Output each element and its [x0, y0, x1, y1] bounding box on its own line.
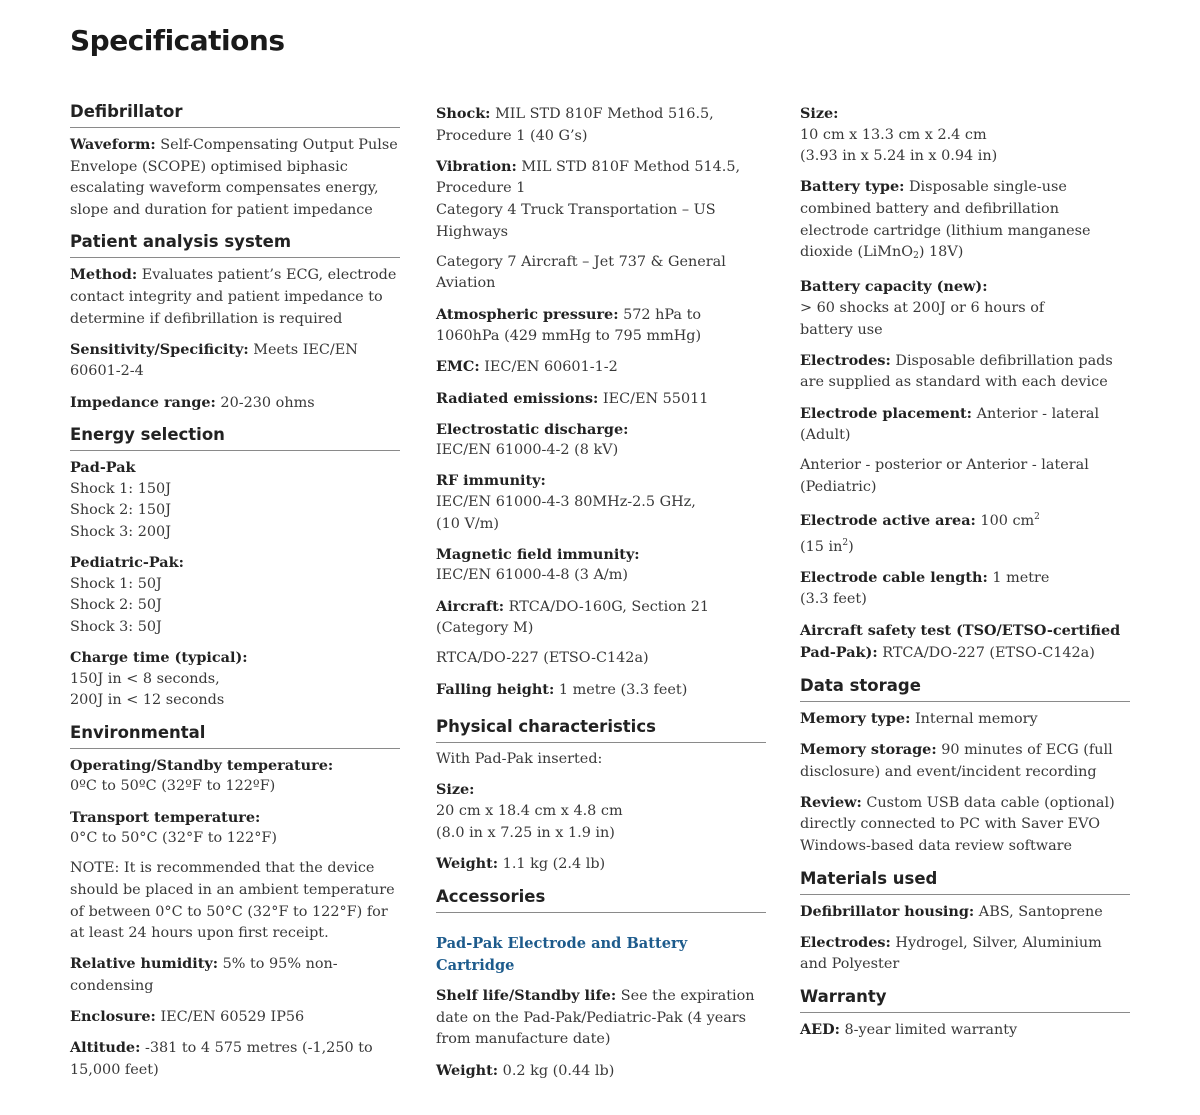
spec-value: Anterior - lateral (Adult): [800, 405, 1100, 444]
spec-value: Hydrogel, Silver, Aluminium and Polyester: [800, 934, 1102, 973]
spec-pediatric-energy: [70, 552, 400, 638]
section-heading-warranty: Warranty: [800, 985, 1130, 1013]
spec-label: Vibration:: [436, 157, 517, 175]
spec-with-padpak: With Pad-Pak inserted:: [436, 751, 603, 768]
page-title: Specifications: [70, 24, 285, 57]
spec-aircraft: [436, 596, 766, 640]
spec-label: Shock:: [436, 105, 491, 122]
spec-radiated-emissions: [436, 388, 766, 411]
spec-value: 100 cm: [975, 513, 1035, 530]
spec-line: IEC/EN 61000-4-3 80MHz-2.5 GHz,: [436, 494, 696, 511]
spec-battery-type: [800, 176, 1130, 267]
spec-battery-capacity: [800, 276, 1130, 341]
spec-electrode-placement-pediatric: Anterior - posterior or Anterior - lateral (Pediatric): [800, 457, 1089, 495]
spec-housing: [800, 901, 1130, 924]
spec-value: Disposable single-use combined battery and defibrillation electrode cartridge (lithium manganese dioxide (LiMnO: [800, 179, 1091, 261]
spec-line: 200J in < 12 seconds: [70, 692, 225, 709]
spec-value: 1 metre: [987, 569, 1050, 586]
spec-line: battery use: [800, 321, 883, 338]
spec-line: 10 cm x 13.3 cm x 2.4 cm: [800, 126, 987, 143]
spec-transport-temp: [70, 807, 400, 850]
spec-subscript: 2: [913, 251, 919, 262]
spec-value: RTCA/DO-160G, Section 21 (Category M): [436, 598, 710, 637]
spec-value: MIL STD 810F Method 514.5, Procedure 1: [436, 158, 741, 197]
spec-label: Sensitivity/Specificity:: [70, 340, 249, 358]
spec-label: Impedance range:: [70, 393, 216, 411]
spec-memory-type: [800, 708, 1130, 731]
spec-electrostatic: [436, 419, 766, 462]
spec-label: Electrostatic discharge:: [436, 420, 629, 438]
spec-value: IEC/EN 61000-4-2 (8 kV): [436, 442, 619, 459]
spec-label: Electrode active area:: [800, 512, 976, 530]
spec-label: Shelf life/Standby life:: [436, 987, 617, 1005]
spec-value: 8-year limited warranty: [839, 1021, 1018, 1038]
spec-line: Category 4 Truck Transportation – US Highways: [436, 201, 716, 240]
spec-value: 1 metre (3.3 feet): [554, 681, 688, 698]
spec-label: EMC:: [436, 358, 480, 376]
spec-electrode-placement: [800, 403, 1130, 447]
spec-label: Pediatric-Pak:: [70, 554, 184, 572]
spec-value: 90 minutes of ECG (full disclosure) and event/incident recording: [800, 742, 1113, 780]
spec-label: AED:: [800, 1020, 840, 1038]
spec-label: Transport temperature:: [70, 808, 261, 826]
spec-superscript: 2: [842, 537, 849, 548]
spec-aed-warranty: [800, 1019, 1130, 1042]
spec-label: Weight:: [436, 1061, 499, 1079]
spec-note: NOTE: It is recommended that the device should be placed in an ambient temperature of between 0°C to 50°C (32°F to 122°F) for at least 24 hours upon first receipt.: [70, 860, 395, 942]
spec-line: (10 V/m): [436, 515, 500, 532]
spec-electrode-materials: [800, 932, 1130, 976]
spec-value: ABS, Santoprene: [974, 903, 1103, 920]
spec-value: Internal memory: [910, 710, 1038, 727]
spec-shelf-life: [436, 985, 766, 1051]
spec-label: Falling height:: [436, 680, 555, 698]
column-3: [800, 100, 1130, 1050]
spec-label: Memory type:: [800, 709, 911, 727]
spec-label: Pad-Pak: [70, 459, 136, 477]
spec-cable-length: [800, 567, 1130, 611]
section-heading-environmental: Environmental: [70, 721, 400, 749]
spec-value: IEC/EN 60529 IP56: [155, 1009, 305, 1026]
spec-method: [70, 264, 400, 330]
spec-charge-time: [70, 647, 400, 712]
section-heading-materials: Materials used: [800, 867, 1130, 895]
spec-label: Defibrillator housing:: [800, 902, 975, 920]
spec-padpak-energy: [70, 457, 400, 543]
section-heading-patient-analysis: Patient analysis system: [70, 230, 400, 258]
spec-line: (3.3 feet): [800, 591, 867, 608]
spec-device-size: [800, 103, 1130, 168]
spec-atmospheric-pressure: [436, 304, 766, 348]
spec-value: See the expiration date on the Pad-Pak/Pediatric-Pak (4 years from manufacture date): [436, 988, 755, 1048]
spec-line: Shock 1: 50J: [70, 575, 162, 592]
spec-value: 20-230 ohms: [215, 394, 315, 411]
spec-line: Shock 2: 150J: [70, 502, 171, 519]
section-heading-accessories: Accessories: [436, 885, 766, 913]
spec-line: Shock 1: 150J: [70, 480, 171, 497]
spec-enclosure: [70, 1006, 400, 1029]
spec-magnetic-immunity: [436, 544, 766, 587]
spec-label: Operating/Standby temperature:: [70, 756, 334, 774]
spec-label: Weight:: [436, 854, 499, 872]
spec-value: Custom USB data cable (optional) directly connected to PC with Saver EVO Windows-based data review software: [800, 794, 1115, 854]
spec-line: 150J in < 8 seconds,: [70, 670, 220, 687]
spec-line: (8.0 in x 7.25 in x 1.9 in): [436, 824, 615, 841]
spec-label: Magnetic field immunity:: [436, 545, 640, 563]
spec-review: [800, 792, 1130, 858]
spec-shock: [436, 103, 766, 147]
spec-line: Shock 2: 50J: [70, 597, 162, 614]
spec-accessory-weight: [436, 1060, 766, 1083]
spec-line: (3.93 in x 5.24 in x 0.94 in): [800, 148, 998, 165]
spec-electrodes: [800, 350, 1130, 394]
spec-label: Radiated emissions:: [436, 389, 599, 407]
spec-size: [436, 779, 766, 844]
spec-label: Charge time (typical):: [70, 649, 248, 667]
spec-label: Aircraft safety test (TSO/ETSO-certified Pad-Pak):: [800, 621, 1121, 662]
spec-label: Waveform:: [70, 136, 156, 153]
spec-label: Size:: [436, 781, 475, 799]
spec-value: 1.1 kg (2.4 lb): [498, 855, 606, 872]
spec-vibration: [436, 156, 766, 243]
spec-value: MIL STD 810F Method 516.5, Procedure 1 (40 G’s): [436, 106, 714, 144]
spec-value: 572 hPa to 1060hPa (429 mmHg to 795 mmHg): [436, 306, 702, 345]
spec-rf-immunity: [436, 470, 766, 535]
spec-value: IEC/EN 60601-1-2: [479, 359, 618, 376]
spec-superscript: 2: [1034, 512, 1040, 523]
spec-label: Enclosure:: [70, 1008, 156, 1026]
spec-value: 0.2 kg (0.44 lb): [498, 1062, 615, 1079]
spec-label: Electrodes:: [800, 351, 891, 369]
spec-value: IEC/EN 61000-4-8 (3 A/m): [436, 567, 628, 584]
spec-aircraft-rtca: RTCA/DO-227 (ETSO-C142a): [436, 650, 649, 667]
spec-value: RTCA/DO-227 (ETSO-C142a): [877, 645, 1095, 662]
spec-electrode-area: [800, 507, 1130, 558]
spec-humidity: [70, 953, 400, 997]
spec-value-end: ) 18V): [918, 244, 964, 261]
spec-waveform: [70, 134, 400, 221]
spec-label: Battery type:: [800, 178, 905, 196]
spec-altitude: [70, 1037, 400, 1081]
spec-weight: [436, 853, 766, 876]
spec-emc: [436, 356, 766, 379]
spec-memory-storage: [800, 739, 1130, 783]
spec-line-text: (15 in: [800, 538, 843, 555]
spec-vibration-cat7: Category 7 Aircraft – Jet 737 & General Aviation: [436, 253, 726, 292]
spec-value: IEC/EN 55011: [598, 390, 709, 407]
spec-label: Relative humidity:: [70, 955, 219, 973]
spec-label: Size:: [800, 105, 839, 122]
spec-label: Method:: [70, 266, 138, 284]
spec-value: Evaluates patient’s ECG, electrode contact integrity and patient impedance to determine if defibrillation is required: [70, 267, 397, 327]
spec-value: 5% to 95% non-condensing: [70, 956, 338, 994]
spec-label: RF immunity:: [436, 472, 546, 490]
spec-value: 0ºC to 50ºC (32ºF to 122ºF): [70, 778, 276, 795]
spec-value: -381 to 4 575 metres (-1,250 to 15,000 feet): [70, 1040, 373, 1078]
section-heading-physical: Physical characteristics: [436, 715, 766, 743]
spec-sensitivity: [70, 339, 400, 383]
spec-line: [800, 533, 1130, 559]
spec-line: Shock 3: 50J: [70, 618, 162, 635]
spec-line-end: ): [848, 538, 854, 555]
spec-line: > 60 shocks at 200J or 6 hours of: [800, 299, 1045, 316]
column-2: [436, 100, 766, 1091]
section-heading-defibrillator: Defibrillator: [70, 100, 400, 128]
spec-operating-temp: [70, 755, 400, 798]
spec-safety-test: [800, 620, 1130, 665]
section-heading-data-storage: Data storage: [800, 674, 1130, 702]
column-1: [70, 100, 400, 1090]
spec-label: Electrodes:: [800, 933, 891, 951]
spec-falling-height: [436, 679, 766, 702]
spec-label: Review:: [800, 793, 862, 811]
spec-value: 0°C to 50°C (32°F to 122°F): [70, 830, 278, 847]
spec-line: Shock 3: 200J: [70, 523, 171, 540]
spec-value: Meets IEC/EN 60601-2-4: [70, 341, 358, 380]
spec-label: Electrode cable length:: [800, 568, 988, 586]
spec-label: Memory storage:: [800, 741, 937, 758]
accessory-title: Pad-Pak Electrode and Battery Cartridge: [436, 935, 688, 974]
spec-value: Disposable defibrillation pads are supplied as standard with each device: [800, 352, 1113, 391]
spec-value: Self-Compensating Output Pulse Envelope (SCOPE) optimised biphasic escalating waveform compensates energy, slope and duration for patient impedance: [70, 137, 398, 218]
spec-label: Atmospheric pressure:: [436, 305, 619, 323]
section-heading-energy-selection: Energy selection: [70, 423, 400, 451]
spec-label: Altitude:: [70, 1039, 141, 1057]
spec-label: Battery capacity (new):: [800, 278, 988, 296]
spec-line: 20 cm x 18.4 cm x 4.8 cm: [436, 802, 623, 819]
spec-impedance: [70, 392, 400, 415]
spec-label: Aircraft:: [436, 597, 505, 615]
spec-label: Electrode placement:: [800, 404, 972, 422]
